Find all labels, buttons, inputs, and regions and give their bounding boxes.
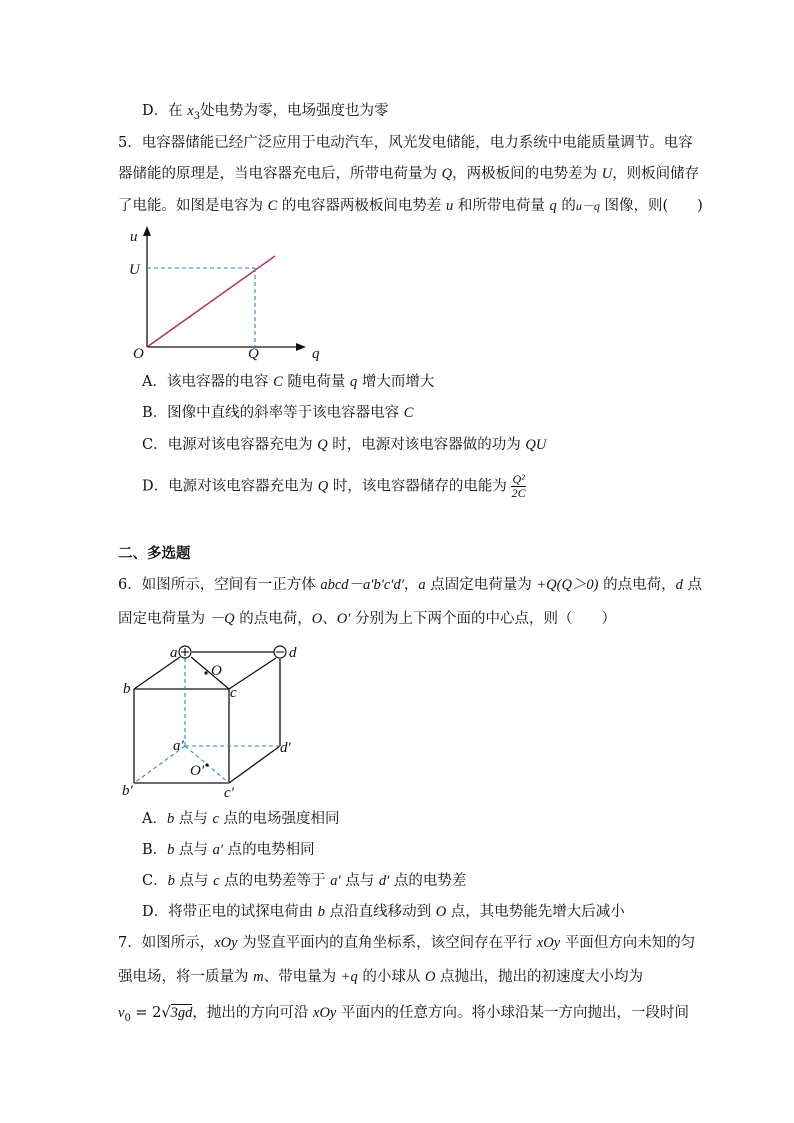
q5-mark-Q: Q <box>248 346 259 362</box>
q6-label-b-prime: b′ <box>122 783 133 799</box>
q5-line-1: 5．电容器储能已经广泛应用于电动汽车，风光发电储能，电力系统中电能质量调节。电容 <box>118 135 693 151</box>
q7-line-3: $v_0 = 2√3gd$，抛出的方向可沿 xOy 平面内的任意方向。将小球沿某一方向抛出，一段时间 <box>118 1005 689 1024</box>
q6-option-d: D．将带正电的试探电荷由 b 点沿直线移动到 O 点，其电势能先增大后减小 <box>142 904 625 920</box>
q5-option-d: D．电源对该电容器充电为 Q 时，该电容器储存的电能为 $\frac{\text{Q²}}{2C}$ <box>142 472 526 500</box>
q5-option-b: B．图像中直线的斜率等于该电容器电容 C <box>142 405 414 421</box>
q5-mark-U: U <box>129 262 140 278</box>
q5-axis-label-q: q <box>312 346 320 362</box>
q6-label-a: a <box>170 645 178 661</box>
q6-label-O-prime: O′ <box>190 763 205 779</box>
q6-label-O: O <box>211 663 222 679</box>
q5-option-a: A．该电容器的电容 C 随电荷量 q 增大而增大 <box>142 374 435 390</box>
q6-label-c-prime: c′ <box>224 785 234 801</box>
q5-line-3: 了电能。如图是电容为 C 的电容器两极板间电势差 u 和所带电荷量 q 的u－q 图像，则( ) <box>118 198 703 214</box>
q6-label-c: c <box>230 685 237 701</box>
q6-label-a-prime: a′ <box>173 738 184 754</box>
q6-option-b: B．b 点与 a′ 点的电势相同 <box>142 842 315 858</box>
q6-label-d: d <box>289 645 297 661</box>
q5-option-c: C．电源对该电容器充电为 Q 时，电源对该电容器做的功为 QU <box>142 437 547 453</box>
q6-label-d-prime: d′ <box>280 740 291 756</box>
q6-point-O-prime <box>205 763 208 766</box>
q7-line-2: 强电场，将一质量为 m、带电量为 +q 的小球从 O 点抛出，抛出的初速度大小均为 <box>118 969 644 985</box>
q6-option-a: A．b 点与 c 点的电场强度相同 <box>142 811 340 827</box>
q6-option-c: C．b 点与 c 点的电势差等于 a′ 点与 d′ 点的电势差 <box>142 873 467 889</box>
q6-cube-solid-edges <box>134 652 280 783</box>
q5-origin-label: O <box>133 346 144 362</box>
sqrt-symbol: √ <box>161 1005 171 1021</box>
q4-option-d: D．在 $x_3$处电势为零，电场强度也为零 <box>142 103 389 122</box>
q6-line-2: 固定电荷量为 －Q 的点电荷，O、O′ 分别为上下两个面的中心点，则（ ） <box>118 611 616 627</box>
q6-line-1: 6．如图所示，空间有一正方体 abcd－a′b′c′d′，a 点固定电荷量为 +Q(Q＞0) 的点电荷，d 点 <box>118 577 702 593</box>
section-title-multiple-choice: 二、多选题 <box>118 545 191 562</box>
q5-axis-label-u: u <box>130 229 138 245</box>
q7-line-1: 7．如图所示，xOy 为竖直平面内的直角坐标系，该空间存在平行 xOy 平面但方向未知的匀 <box>118 935 696 951</box>
q6-a-to-c-diagonal <box>191 657 229 689</box>
q5-energy-fraction: $\frac{\text{Q²}}{2C}$ <box>511 472 526 500</box>
q5-line-2: 器储能的原理是，当电容器充电后，所带电荷量为 Q，两极板间的电势差为 U，则板间储存 <box>118 166 700 182</box>
q6-point-O <box>204 671 207 674</box>
q6-label-b: b <box>123 681 131 697</box>
